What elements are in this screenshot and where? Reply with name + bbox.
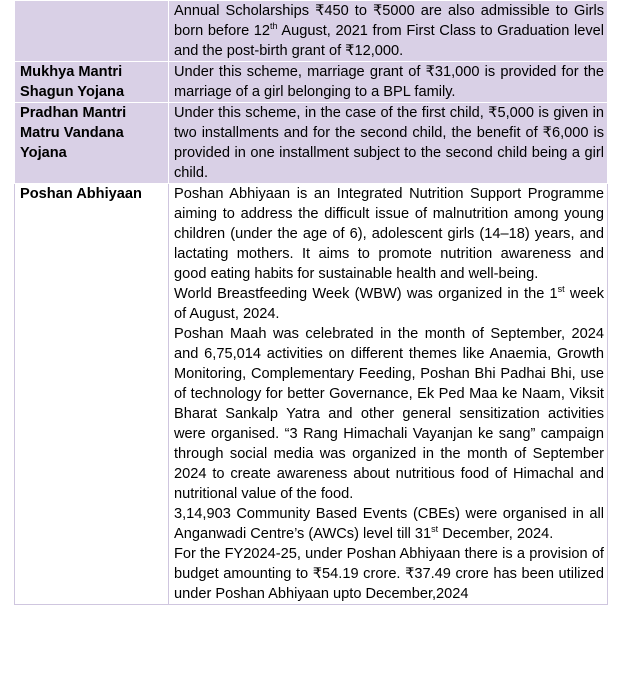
description-paragraph [174, 324, 604, 504]
description-paragraph [174, 504, 604, 544]
description-paragraph [174, 544, 604, 604]
text-run: Poshan Maah was celebrated in the month of September, 2024 and 6,75,014 activities on different themes like Anaemia, Growth Monitoring, Complementary Feeding, Poshan Bhi Padhai Bhi, use of technology for better Governance, Ek Ped Maa ke Naam, Viksit Bharat Sankalp Yatra and other general sensitization activities were organised. “3 Rang Himachali Vayanjan ke sang” campaign through social media was organized in the month of September 2024 to create awareness about nutritious food of Himachal and nutritional value of the food. [174, 326, 604, 502]
scheme-name: Mukhya Mantri Shagun Yojana [15, 62, 169, 103]
text-run: August, 2021 from First Class to Graduation level and the post-birth grant of ₹12,000. [174, 23, 604, 59]
text-run: December, 2024. [438, 526, 554, 542]
text-run: Annual Scholarships ₹450 to ₹5000 are also admissible to Girls born before 12 [174, 3, 604, 39]
text-run: Under this scheme, marriage grant of ₹31,000 is provided for the marriage of a girl belonging to a BPL family. [174, 64, 604, 100]
table-row [15, 184, 608, 605]
scheme-name [15, 1, 169, 62]
scheme-name: Pradhan Mantri Matru Vandana Yojana [15, 103, 169, 184]
scheme-description [169, 1, 608, 62]
superscript: st [557, 284, 565, 294]
text-run: week of August, 2024. [174, 286, 604, 322]
scheme-name: Poshan Abhiyaan [15, 184, 169, 605]
text-run: Poshan Abhiyaan is an Integrated Nutrition Support Programme aiming to address the difficult issue of malnutrition among young children (under the age of 6), adolescent girls (14–18) years, and lactating mothers. It aims to promote nutrition awareness and good eating habits for sustainable health and well-being. [174, 186, 604, 282]
description-paragraph [174, 184, 604, 284]
scheme-description [169, 184, 608, 605]
text-run: 3,14,903 Community Based Events (CBEs) were organised in all Anganwadi Centre’s (AWCs) level till 31 [174, 506, 604, 542]
text-run: World Breastfeeding Week (WBW) was organized in the 1 [174, 286, 558, 302]
text-run: For the FY2024-25, under Poshan Abhiyaan there is a provision of budget amounting to ₹54.19 crore. ₹37.49 crore has been utilized under Poshan Abhiyaan upto December,2024 [174, 546, 604, 602]
text-run: Under this scheme, in the case of the first child, ₹5,000 is given in two installments and for the second child, the benefit of ₹6,000 is provided in one installment subject to the second child being a girl child. [174, 105, 604, 181]
schemes-table [14, 0, 608, 605]
table-row [15, 103, 608, 184]
description-paragraph [174, 103, 604, 183]
description-paragraph [174, 284, 604, 324]
scheme-description [169, 62, 608, 103]
superscript: th [270, 21, 278, 31]
description-paragraph [174, 62, 604, 102]
superscript: st [431, 524, 439, 534]
description-paragraph [174, 1, 604, 61]
table-row [15, 1, 608, 62]
scheme-description [169, 103, 608, 184]
table-row [15, 62, 608, 103]
